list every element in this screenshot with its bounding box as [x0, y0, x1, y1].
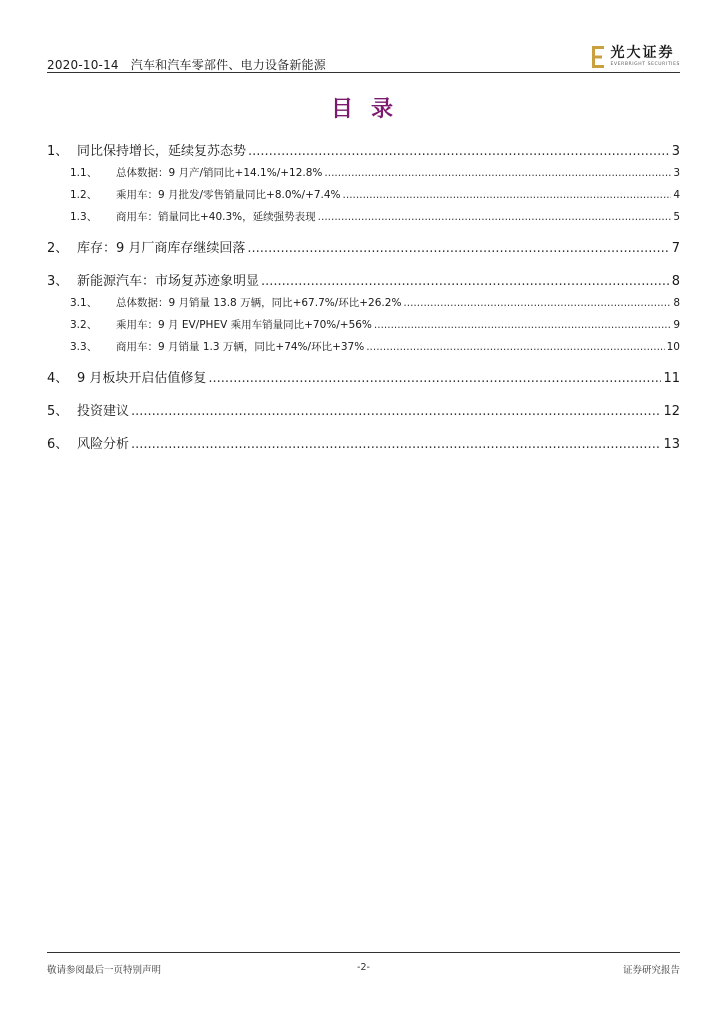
toc-entry[interactable]: [47, 400, 680, 419]
toc-entry[interactable]: [47, 433, 680, 452]
company-logo: [592, 46, 680, 70]
toc-entry-page: 12: [663, 404, 680, 419]
toc-entry-page: 9: [673, 319, 680, 331]
toc-entry-page: 11: [663, 371, 680, 386]
toc-entry-page: 7: [671, 241, 680, 256]
footer-disclaimer: 敬请参阅最后一页特别声明: [47, 965, 162, 976]
logo-text: 光大证券: [610, 45, 675, 61]
toc-leader-dots: [318, 211, 672, 223]
toc-leader-dots: [366, 341, 664, 353]
toc-entry-number: 3.2、: [70, 319, 98, 331]
toc-entry[interactable]: [47, 339, 680, 354]
toc-entry-page: 4: [673, 189, 680, 201]
toc-entry[interactable]: [47, 237, 680, 256]
toc-entry-number: 6、: [47, 437, 69, 452]
toc-entry-number: 1.1、: [70, 167, 98, 179]
toc-entry-number: 3.3、: [70, 341, 98, 353]
toc-entry-label: 商用车：销量同比+40.3%，延续强势表现: [116, 211, 316, 223]
toc-entry[interactable]: [47, 317, 680, 332]
toc-entry[interactable]: [47, 209, 680, 224]
toc-entry[interactable]: [47, 295, 680, 310]
toc-entry-label: 商用车：9 月销量 1.3 万辆，同比+74%/环比+37%: [116, 341, 365, 353]
toc-entry[interactable]: [47, 270, 680, 289]
toc-leader-dots: [247, 241, 669, 256]
report-date: 2020-10-14: [47, 58, 119, 72]
page-number: -2-: [357, 962, 370, 973]
toc-entry-label: 乘用车：9 月 EV/PHEV 乘用车销量同比+70%/+56%: [116, 319, 372, 331]
toc-entry-number: 3.1、: [70, 297, 98, 309]
toc-leader-dots: [248, 144, 670, 159]
header-text: [47, 56, 326, 73]
toc-entry-label: 新能源汽车：市场复苏迹象明显: [77, 274, 260, 289]
toc-entry[interactable]: [47, 140, 680, 159]
toc-entry[interactable]: [47, 367, 680, 386]
toc-leader-dots: [374, 319, 671, 331]
toc-entry-label: 乘用车：9 月批发/零售销量同比+8.0%/+7.4%: [116, 189, 341, 201]
toc-entry-page: 10: [666, 341, 680, 353]
toc-entry-number: 1.2、: [70, 189, 98, 201]
toc-entry-label: 9 月板块开启估值修复: [77, 371, 207, 386]
toc-entry-number: 5、: [47, 404, 69, 419]
toc-leader-dots: [261, 274, 670, 289]
footer-report-type: 证券研究报告: [622, 965, 680, 976]
toc-entry-label: 投资建议: [77, 404, 130, 419]
toc-entry-label: 同比保持增长，延续复苏态势: [77, 144, 247, 159]
toc-entry-page: 3: [673, 167, 680, 179]
toc-leader-dots: [343, 189, 672, 201]
toc-leader-dots: [131, 437, 661, 452]
toc-leader-dots: [208, 371, 661, 386]
logo-subtext: EVERBRIGHT SECURITIES: [610, 62, 680, 67]
logo-mark-icon: [592, 46, 606, 68]
toc-entry-number: 2、: [47, 241, 69, 256]
toc-entry[interactable]: [47, 165, 680, 180]
toc-entry-page: 8: [673, 297, 680, 309]
toc-entry-label: 库存：9 月厂商库存继续回落: [77, 241, 246, 256]
toc-entry-page: 8: [671, 274, 680, 289]
toc-entry-number: 4、: [47, 371, 69, 386]
page-header: [47, 46, 680, 73]
toc-leader-dots: [131, 404, 661, 419]
toc-entry-label: 风险分析: [77, 437, 130, 452]
toc-title: 目录: [330, 96, 411, 122]
page-footer: [47, 952, 680, 979]
report-category: 汽车和汽车零部件、电力设备新能源: [130, 58, 326, 72]
toc-leader-dots: [324, 167, 671, 179]
toc-entry-page: 3: [671, 144, 680, 159]
toc-entry-number: 1、: [47, 144, 69, 159]
toc-entry-page: 13: [663, 437, 680, 452]
toc-leader-dots: [403, 297, 671, 309]
toc-entry-label: 总体数据：9 月产/销同比+14.1%/+12.8%: [116, 167, 323, 179]
toc-entry[interactable]: [47, 187, 680, 202]
toc-entry-number: 1.3、: [70, 211, 98, 223]
toc-entry-label: 总体数据：9 月销量 13.8 万辆，同比+67.7%/环比+26.2%: [116, 297, 402, 309]
toc-entry-page: 5: [673, 211, 680, 223]
toc-entry-number: 3、: [47, 274, 69, 289]
